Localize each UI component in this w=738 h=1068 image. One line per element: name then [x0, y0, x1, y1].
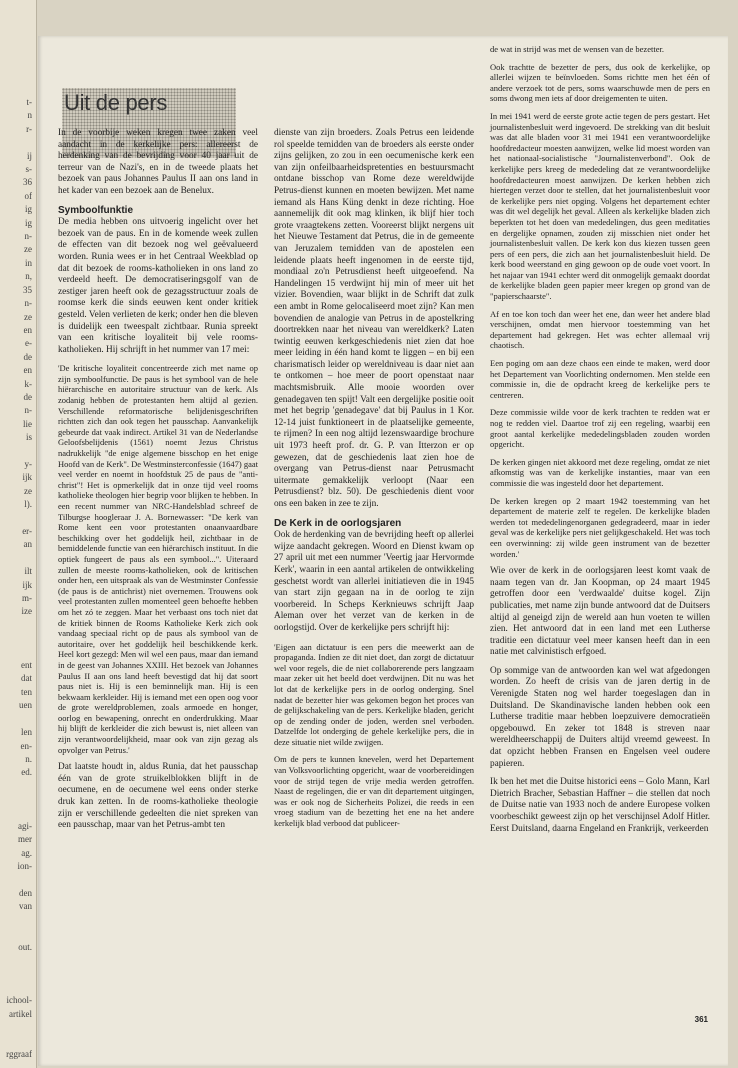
page-number: 361	[694, 1015, 708, 1024]
quote-cont: De kerken gingen niet akkoord met deze regeling, omdat ze niet afkomstig was van de kerkelijke instanties, maar van een commissie die was ingesteld door het departement.	[490, 456, 710, 488]
quote-aleman-cont: Om de pers te kunnen knevelen, werd het Departement van Volksvoorlichting opgericht, waar de voorbereidingen voor de strijd tegen de vrije media werden getroffen. Naast de regelingen, die er van dit departement uitgingen, was er ook nog de Sicherheits Polizei, die reeds in een vroeg stadium van de bezetting het ene na het andere kerkelijk blad verbood dat publiceer-	[274, 754, 474, 829]
heading-symboolfunktie: Symboolfunktie	[58, 204, 134, 216]
adjacent-page-edge	[0, 0, 37, 1068]
paragraph: Wie over de kerk in de oorlogsjaren leest komt vaak de naam tegen van dr. Jan Koopman, op 24 maart 1945 getroffen door een 'verdwaalde' duitse kogel. Zijn publicaties, met name zijn bunde antwoord dat de Duitsers altijd al geneigd zijn de wereld aan hun voeten te willen zien. Het antwoord dat in een land met een Lutherse traditie een dictatuur veel meer kansen heeft dan in een natie met calvinistisch erfgoed.	[490, 566, 710, 658]
quote-cont: Deze commissie wilde voor de kerk trachten te redden wat er nog te redden viel. Daartoe trof zij een regeling, waarbij een groot aantal kerkelijke mededelingsbladen zouden worden opgericht.	[490, 407, 710, 450]
heading-kerk-oorlogsjaren: De Kerk in de oorlogsjaren	[274, 517, 402, 529]
adjacent-page-fragments: t- n r- ij s- 36 of ig ig n- ze in n, 35 n- ze en e- de en k- de n- lie is y- ijk ze l). er- an ilt ijk m- ize ent dat ten uen len en- n. ed. agi- mer ag. ion- den van out. ichool- artikel rggraaf	[6, 97, 32, 1059]
paragraph: De media hebben ons uitvoerig ingelicht over het bezoek van de paus. En in de komende week zullen de effecten van dit bezoek nog wel geëvalueerd worden. Runia wees er in het Centraal Weekblad op dat dit bezoek de rooms-katholieken in ons land zo verdeeld heeft. De democratiseringsgolf van de zestiger jaren heeft ook de gezagsstructuur zoals de roomse kerk die sinds eeuwen kent onder kritiek gesteld. Velen verlieten de kerk; onder hen die bleven is duidelijk een tweespalt zichtbaar. Runia spreekt van een kritische loyaliteit bij vele rooms-katholieken. Hij schrijft in het nummer van 17 mei:	[58, 217, 258, 355]
quote-cont: Een poging om aan deze chaos een einde te maken, werd door het Departement van Voorlichting ondernomen. Men stelde een commissie in, die de opdracht kreeg de kerkelijke pers te centreren.	[490, 358, 710, 400]
quote-cont: Af en toe kon toch dan weer het ene, dan weer het andere blad verschijnen, omdat men hiervoor toestemming van het departement had gekregen. Het was echter allemaal vrij chaotisch.	[490, 308, 710, 351]
paragraph: Dat laatste houdt in, aldus Runia, dat het pausschap één van de grote struikelblokken blijft in de oecumene, en de oecumene wel eens onder sterke druk kan zetten. In de rooms-katholieke theologie zijn er verschillende gedeelten die niet spreken van een pausschap, maar van het Petrus-ambt ten	[58, 762, 258, 831]
quote-runia: 'De kritische loyaliteit concentreerde zich met name op zijn symboolfunctie. De paus is het symbool van de hele hiërarchische en autoritaire structuur van de kerk. Als zodanig hebben de protestanten hem altijd al gezien. Verschillende reformatorische belijdenisgeschriften richtten zich dan ook tegen het pausschap. Aanvankelijk gebeurde dat vaak indirect. Artikel 31 van de Nederlandse Geloofsbelijdenis (1561) noemt Jezus Christus nadrukkelijk "de enige algemene bisschop en het enige Hoofd van de Kerk". De Westminsterconfessie (1647) gaat veel verder en noemt in hoofdstuk 25 de paus de "anti-christ"! Het is opmerkelijk dat in onze tijd veel rooms katholieke theologen hier begrip voor blijken te hebben. In een recent nummer van NRC-Handelsblad schreef de Tilburgse hoogleraar J. A. Bornewasser: "De kerk van Rome kent een voor protestanten onaanvaardbare beschikking over het goddelijk heil, zichtbaar in de bemiddelende functie van een hiërarchisch instituut. In die optiek fungeert de paus als een symbool...". Uiteraard zullen de meeste rooms-katholieken, ook de kritischen onder hen, een uitspraak als van de Westminster Confessie (de paus is de antichrist) niet overnemen. Trouwens ook veel protestanten zullen momenteel geen behoefte hebben om het zó te zeggen. Maar het verbaast ons toch niet dat de kritiek binnen de Rooms Katholieke Kerk zich ook vandaag speciaal richt op de paus als symbool van de autoritaire, over het goddelijk heil beschikkende kerk. Heel kort gezegd: Men wil wel een paus, maar dan iemand in de geest van Johannes XXIII. Het bezoek van Johannes Paulus II aan ons land heeft bevestigd dat hij dat soort paus niet is. Hij is een beminnelijk man. Hij is een bekwaam kerkleider. Hij is iemand met een open oog voor de grote wereldproblemen, zoals armoede en honger, oorlog en bewapening, onrecht en onderdrukking. Maar hij blijft de kerkleider die zich bewust is, niet alleen van zijn verantwoordelijkheid, maar ook van zijn gezag als opvolger van Petrus.'	[58, 363, 258, 755]
paragraph: Ik ben het met die Duitse historici eens – Golo Mann, Karl Dietrich Bracher, Sebastian Haffner – die stellen dat noch de Duitse natie van 1933 noch de andere Europese volken voorbeschikt geweest zijn op het verschijnsel Adolf Hitler. Eerst Duitsland, daarna Engeland en Frankrijk, verkeerden	[490, 777, 710, 834]
page-title: Uit de pers	[64, 90, 168, 115]
paragraph: Ook de herdenking van de bevrijding heeft op allerlei wijze aandacht gekregen. Woord en Dienst kwam op 27 april uit met een nummer 'Veertig jaar Hervormde Kerk', waarin in een aantal artikelen de ontwikkeling geschetst wordt van allerlei initiatieven die in 1945 van start zijn gegaan na in de oorlog te zijn voorbereid. In Scheps Kerknieuws schrijft Jaap Aleman over het verzet van de kerken in de oorlogstijd. Over de kerkelijke pers schrijft hij:	[274, 530, 474, 633]
column-2	[274, 128, 474, 836]
paragraph: dienste van zijn broeders. Zoals Petrus een leidende rol speelde temidden van de broeders als eerste onder zijns gelijken, zo zou in een oecumenische kerk een van zijn onfeilbaarheidspretenties en bestuursmacht ontdane bisschop van Rome deze wereldwijde Petrus-dienst kunnen en moeten bewijzen. Met name iemand als Hans Küng denkt in deze richting. Hoe aannemelijk dit ook mag klinken, ik blijf hier toch grote vraagtekens zetten. Vooreerst blijkt nergens uit het Nieuwe Testament dat Petrus, die in de gemeente van Jeruzalem temidden van de apostelen een leidende plaats heeft ingenomen in de eerste tijd, mondiaal zo'n Petrusdienst heeft uitgeoefend. Na Handelingen 15 verdwijnt hij min of meer uit het vizier. Bovendien, waar blijkt in de Schrift dat zulk een ambt in Rome gelocaliseerd moet zijn? Kan men bovendien de analogie van Petrus in de apostelkring doortrekken naar het niveau van wereldkerk? Laten twintig eeuwen kerkgeschiedenis niet zien dat hoe meer leiding in één hand komt te liggen – en bij een charismatisch leider op wereldniveau is daar niet aan te ontkomen – hoe meer de poort openstaat naar machtsmisbruik. Alle mooie woorden over genadegaven ten spijt! Valt een dergelijke positie ooit met het begrip 'genadegave' dat bij Paulus in 1 Kor. 12-14 juist funktioneert in de plaatselijke gemeente, te rijmen? In een nog altijd lezenswaardige brochure uit 1973 heeft prof. dr. G. P. van Itterzon er op gewezen, dat de geschiedenis laat zien hoe de overgang van Petrus-dienst naar Petrusmacht uitermate gemakkelijk verloopt (Naar een Petrusdienst? blz. 50). De geschiedenis dient voor ons een baken in zee te zijn.	[274, 128, 474, 509]
magazine-page	[38, 36, 728, 1066]
quote-cont: Ook trachtte de bezetter de pers, dus ook de kerkelijke, op allerlei wijzen te beïnvloeden. Soms richtte men het één of andere verzoek tot de pers, soms waarschuwde men de pers en soms dwong men iets af door dreigementen te uiten.	[490, 61, 710, 104]
column-1	[58, 128, 258, 839]
quote-cont: de wat in strijd was met de wensen van de bezetter.	[490, 44, 664, 54]
paragraph: Op sommige van de antwoorden kan wel wat afgedongen worden. Zo heeft de crisis van de jaren dertig in de Verenigde Staten nog wel harder toegeslagen dan in Duitsland. De Skandinavische landen hebben ook een Lutherse traditie maar hebben loepzuivere democratieën opgebouwd. En zeker tot 1848 is streven naar wereldheerschappij de Duiters altijd vreemd geweest. In dat opzicht hebben Fransen en Engelsen veel oudere papieren.	[490, 665, 710, 769]
column-3	[490, 44, 710, 842]
quote-cont: In mei 1941 werd de eerste grote actie tegen de pers gestart. Het journalistenbesluit werd ingevoerd. De strekking van dit besluit was dat alle bladen voor 31 mei 1941 een verantwoordelijke hoofdredacteur moesten aanwijzen, welke lid moest worden van het nationaal-socialistische "Journalistenverbond". Ook de kerkelijke pers kreeg de mededeling dat ze verantwoordelijke hoofdredacteuren moest aanwijzen. De kerken hebben zich hiertegen verzet door te stellen, dat het journalistenbesluit voor de kerkelijke pers niet opging. Volgens het departement echter was dit wel degelijk het geval. Alleen als kerkelijke bladen zich beperkten tot het doen van mededelingen, dus geen meditaties en dergelijke opnamen, zouden zij misschien niet onder het journalistenbesluit vallen. De kerk kon dus kiezen tussen geen pers of een pers, die zich aan het journalistenbesluit hield. De kerk bood weerstand en ging gewoon op de oude voet voort. In het najaar van 1941 echter werd dit onmogelijk gemaakt doordat de kerkelijke bladen geen papier meer kregen op grond van de "papierschaarste".	[490, 110, 710, 302]
intro-paragraph: In de voorbije weken kregen twee zaken veel aandacht in de kerkelijke pers: allereerst de herdenking van de bevrijding voor 40 jaar uit de terreur van de Nazi's, en in de tweede plaats het bezoek van paus Johannes Paulus II aan ons land in het kader van een bezoek aan de Benelux.	[58, 128, 258, 196]
quote-cont: De kerken kregen op 2 maart 1942 toestemming van het departement de materie zelf te regelen. De kerkelijke bladen werden tot mededelingenorganen gedegradeerd, maar in ieder geval was de kerkelijke pers niet gelijkgeschakeld. Het was toch een overwinning: zij wilde geen instrument van de bezetter worden.'	[490, 495, 710, 559]
quote-aleman: 'Eigen aan dictatuur is een pers die meewerkt aan de propaganda. Indien ze dit niet doet, dan zorgt de dictatuur wel voor regels, die de niet collaborerende pers langzaam maar zeker uit het beeld doet verdwijnen. Dit nu was het lot dat de kerkelijke pers in de oorlog onderging. Snel nadat de bezetter hier was gekomen begon het proces van de gelijkschakeling van de pers. Kerkelijke bladen, gericht op de zending onder de joden, werden snel verboden. Datzelfde lot onderging de gehele kerkelijke pers, die in deze situatie niet wilde zwijgen.	[274, 641, 474, 747]
